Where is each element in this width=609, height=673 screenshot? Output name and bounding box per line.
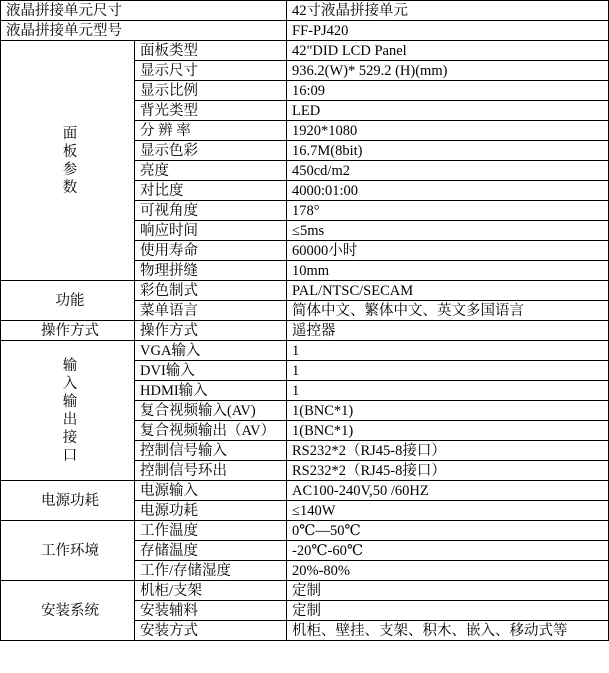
- size-label: 液晶拼接单元尺寸: [1, 1, 287, 21]
- spec-value: 机柜、壁挂、支架、积木、嵌入、移动式等: [287, 621, 609, 641]
- spec-label: 复合视频输入(AV): [135, 401, 287, 421]
- spec-label: 面板类型: [135, 41, 287, 61]
- io-category-char: 输: [62, 357, 78, 374]
- spec-label: 显示尺寸: [135, 61, 287, 81]
- spec-value: 1(BNC*1): [287, 421, 609, 441]
- spec-value: 936.2(W)* 529.2 (H)(mm): [287, 61, 609, 81]
- table-row: [1, 341, 609, 361]
- spec-value: 1(BNC*1): [287, 401, 609, 421]
- install-category: 安装系统: [1, 581, 135, 641]
- spec-label: 电源输入: [135, 481, 287, 501]
- model-value: FF-PJ420: [287, 21, 609, 41]
- table-row: [1, 21, 609, 41]
- spec-label: 控制信号输入: [135, 441, 287, 461]
- spec-value: 42"DID LCD Panel: [287, 41, 609, 61]
- spec-label: 安装方式: [135, 621, 287, 641]
- spec-label: 控制信号环出: [135, 461, 287, 481]
- table-row: [1, 41, 609, 61]
- spec-value: 简体中文、繁体中文、英文多国语言: [287, 301, 609, 321]
- power-category: 电源功耗: [1, 481, 135, 521]
- table-row: [1, 281, 609, 301]
- model-label: 液晶拼接单元型号: [1, 21, 287, 41]
- spec-value: AC100-240V,50 /60HZ: [287, 481, 609, 501]
- spec-value: RS232*2（RJ45-8接口）: [287, 461, 609, 481]
- spec-value: 定制: [287, 601, 609, 621]
- size-value: 42寸液晶拼接单元: [287, 1, 609, 21]
- spec-label: 背光类型: [135, 101, 287, 121]
- spec-value: PAL/NTSC/SECAM: [287, 281, 609, 301]
- spec-value: 遥控器: [287, 321, 609, 341]
- spec-value: 20%-80%: [287, 561, 609, 581]
- spec-label: 物理拼缝: [135, 261, 287, 281]
- spec-label: 响应时间: [135, 221, 287, 241]
- operation-category: 操作方式: [1, 321, 135, 341]
- spec-value: 16:09: [287, 81, 609, 101]
- spec-value: LED: [287, 101, 609, 121]
- spec-value: 10mm: [287, 261, 609, 281]
- spec-value: ≤5ms: [287, 221, 609, 241]
- spec-label: 操作方式: [135, 321, 287, 341]
- panel-category-char: 面: [62, 125, 78, 142]
- spec-value: 定制: [287, 581, 609, 601]
- spec-label: 存储温度: [135, 541, 287, 561]
- spec-value: 16.7M(8bit): [287, 141, 609, 161]
- spec-label: 亮度: [135, 161, 287, 181]
- spec-value: -20℃-60℃: [287, 541, 609, 561]
- spec-label: 工作/存储湿度: [135, 561, 287, 581]
- spec-label: 可视角度: [135, 201, 287, 221]
- spec-label: 使用寿命: [135, 241, 287, 261]
- table-row: [1, 581, 609, 601]
- spec-label: 显示比例: [135, 81, 287, 101]
- spec-label: 复合视频输出（AV）: [135, 421, 287, 441]
- spec-label: 菜单语言: [135, 301, 287, 321]
- spec-value: ≤140W: [287, 501, 609, 521]
- spec-value: 1920*1080: [287, 121, 609, 141]
- spec-label: VGA输入: [135, 341, 287, 361]
- spec-value: 1: [287, 361, 609, 381]
- spec-value: 60000小时: [287, 241, 609, 261]
- environment-category: 工作环境: [1, 521, 135, 581]
- table-row: [1, 1, 609, 21]
- spec-value: RS232*2（RJ45-8接口）: [287, 441, 609, 461]
- spec-label: 电源功耗: [135, 501, 287, 521]
- spec-label: 安装辅料: [135, 601, 287, 621]
- io-category-char: 输: [62, 393, 78, 410]
- panel-category-char: 参: [62, 161, 78, 178]
- spec-label: HDMI输入: [135, 381, 287, 401]
- panel-category-char: 数: [62, 179, 78, 196]
- spec-value: 1: [287, 341, 609, 361]
- spec-label: 显示色彩: [135, 141, 287, 161]
- table-row: [1, 321, 609, 341]
- table-row: [1, 521, 609, 541]
- spec-label: 对比度: [135, 181, 287, 201]
- spec-label: 彩色制式: [135, 281, 287, 301]
- function-category: 功能: [1, 281, 135, 321]
- spec-label: 工作温度: [135, 521, 287, 541]
- io-category-char: 口: [62, 447, 78, 464]
- table-row: [1, 481, 609, 501]
- spec-value: 450cd/m2: [287, 161, 609, 181]
- io-category-char: 入: [62, 375, 78, 392]
- spec-value: 1: [287, 381, 609, 401]
- io-category: [1, 341, 135, 481]
- spec-value: 178°: [287, 201, 609, 221]
- io-category-char: 出: [62, 411, 78, 428]
- panel-category-char: 板: [62, 143, 78, 160]
- spec-label: 分 辨 率: [135, 121, 287, 141]
- io-category-char: 接: [62, 429, 78, 446]
- spec-value: 0℃—50℃: [287, 521, 609, 541]
- panel-category: [1, 41, 135, 281]
- spec-label: 机柜/支架: [135, 581, 287, 601]
- spec-label: DVI输入: [135, 361, 287, 381]
- spec-value: 4000:01:00: [287, 181, 609, 201]
